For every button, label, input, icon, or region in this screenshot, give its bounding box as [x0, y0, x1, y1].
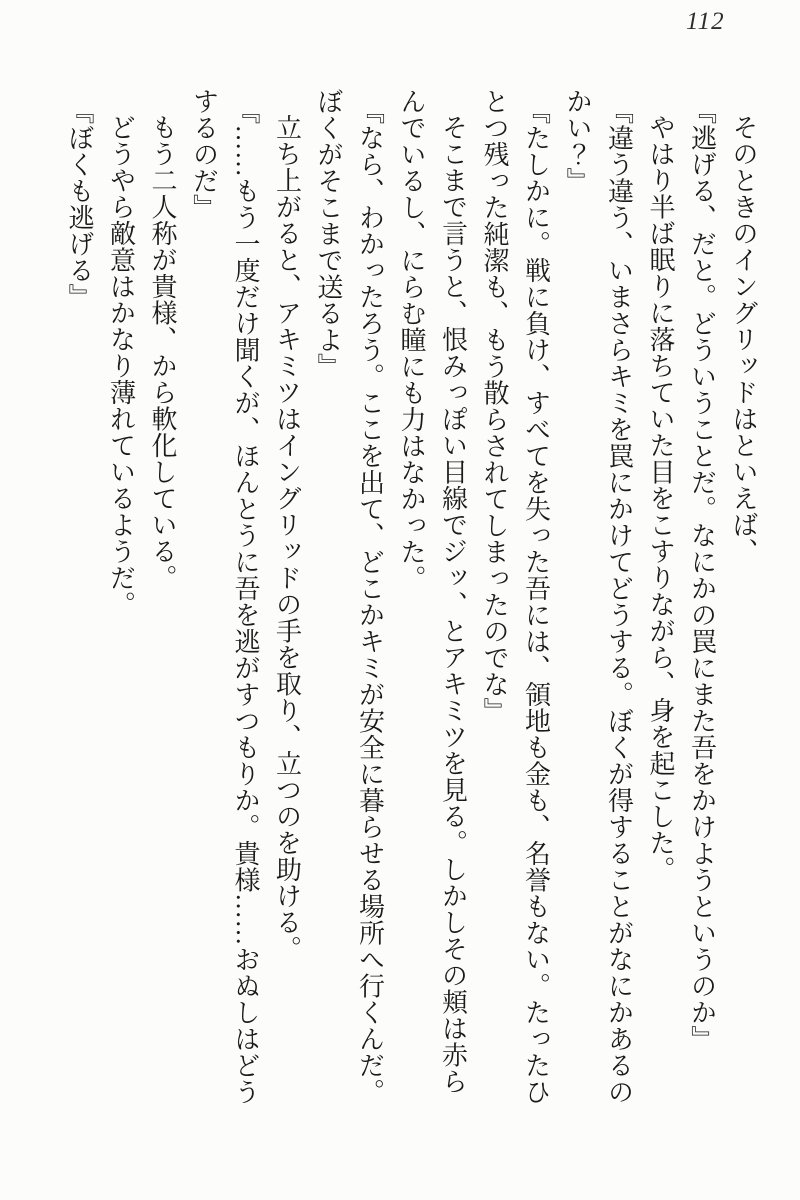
text-line: 『なら、わかったろう。ここを出て、どこかキミが安全に暮らせる場所へ行くんだ。: [355, 98, 385, 1106]
text-area: [52, 88, 764, 1136]
text-line: んでいるし、にらむ瞳にも力はなかった。: [397, 88, 426, 592]
text-line: かい？』: [563, 88, 592, 194]
text-line: 『違う違う、いまさらキミを罠にかけてどうする。ぼくが得することがなにかあるの: [604, 98, 634, 1106]
text-line: 『……もう一度だけ聞くが、ほんとうに吾を逃がすつもりか。貴様……おぬしはどう: [231, 98, 260, 1106]
text-line: 立ち上がると、アキミツはイングリッドの手を取り、立つのを助ける。: [272, 114, 302, 962]
text-line: とつ残った純潔も、もう散らされてしまったのでな』: [480, 88, 509, 724]
text-line: 『たしかに。戦に負け、すべてを失った吾には、領地も金も、名誉もない。たったひ: [521, 98, 551, 1106]
text-line: どうやら敵意はかなり薄れているようだ。: [106, 114, 136, 618]
text-line: そのときのイングリッドはといえば、: [729, 114, 758, 565]
text-line: ぼくがそこまで送るよ』: [314, 88, 343, 380]
text-line: 『逃げる、だと。どういうことだ。なにかの罠にまた吾をかけようというのか』: [687, 98, 717, 1053]
text-line: 『ぼくも逃げる』: [65, 98, 94, 311]
text-line: するのだ』: [189, 88, 219, 221]
page-number: 112: [686, 8, 725, 35]
text-line: やはり半ば眠りに落ちていた目をこすりながら、身を起こした。: [646, 114, 675, 883]
text-line: そこまで言うと、恨みっぽい目線でジッ、とアキミツを見る。しかしその頬は赤ら: [438, 114, 468, 1095]
text-line: もう二人称が貴様、から軟化している。: [148, 114, 177, 591]
